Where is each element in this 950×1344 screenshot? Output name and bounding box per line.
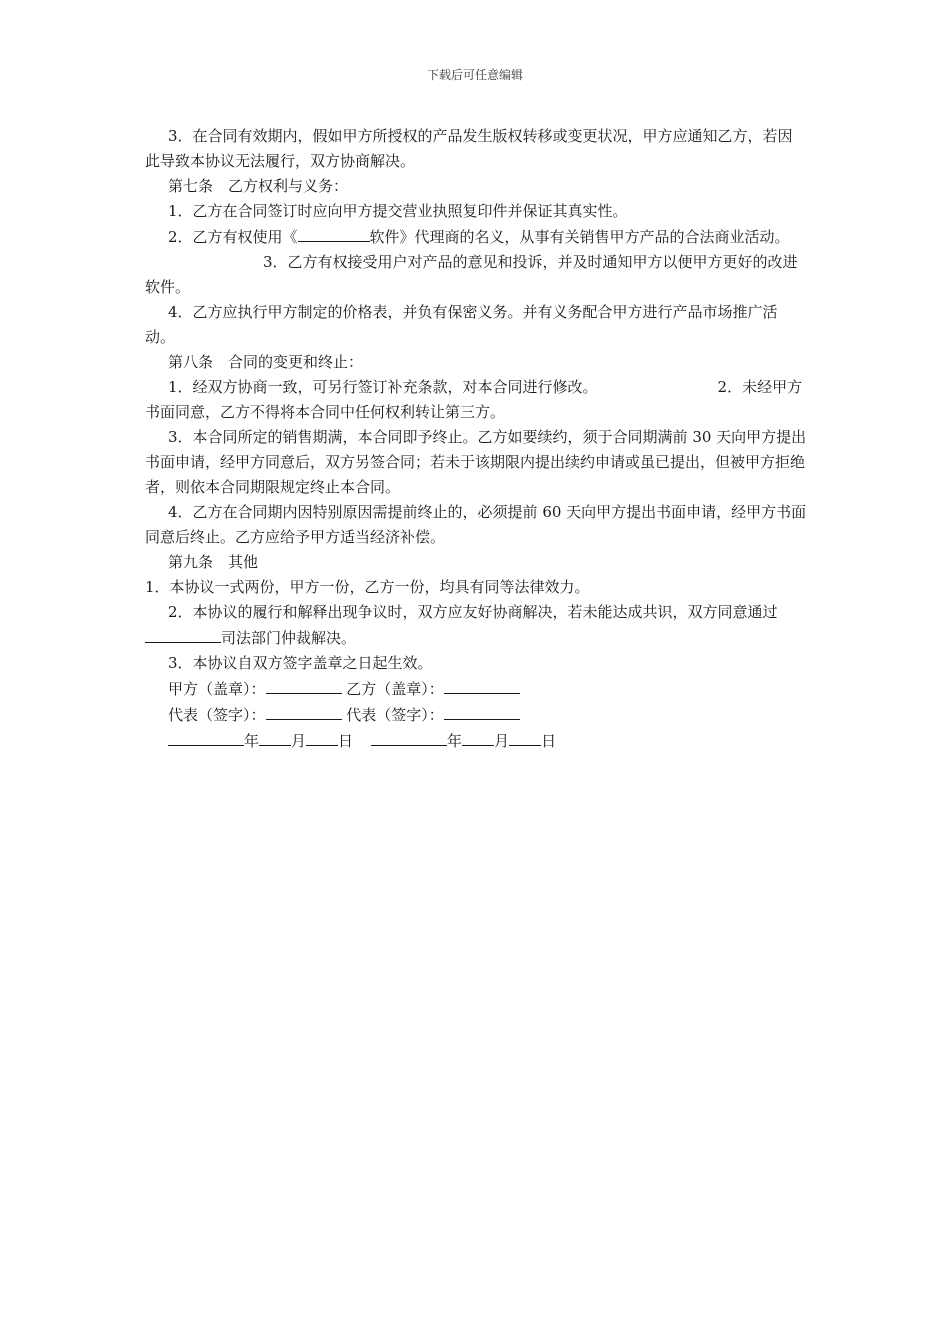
art8-item1: 1．经双方协商一致，可另行签订补充条款，对本合同进行修改。 [168, 378, 598, 396]
date-b-year: 年 [447, 732, 463, 750]
rep-sign-b-label: 代表（签字）： [346, 706, 444, 724]
art8-item3: 3．本合同所定的销售期满，本合同即予终止。乙方如要续约，须于合同期满前 30 天向甲方提出书面申请，经甲方同意后，双方另签合同；若未于该期限内提出续约申请或虽已提出，但被甲方拒绝者，则依本合同期限规定终止本合同。 [145, 428, 807, 496]
header-note: 下载后可任意编辑 [426, 68, 523, 82]
art7-item4: 4．乙方应执行甲方制定的价格表，并负有保密义务。并有义务配合甲方进行产品市场推广活动。 [145, 303, 778, 346]
rep-sign-a-label: 代表（签字）： [168, 706, 266, 724]
art8-item1-2 [145, 375, 807, 425]
art9-item2-pre: 2．本协议的履行和解释出现争议时，双方应友好协商解决，若未能达成共识，双方同意通过 [168, 603, 778, 621]
art9-title: 第九条 其他 [168, 553, 259, 571]
rep-sign-b-blank [444, 702, 520, 720]
contract-body [145, 124, 807, 754]
art7-item2-post: 软件》代理商的名义，从事有关销售甲方产品的合法商业活动。 [369, 228, 790, 246]
party-b-seal-label: 乙方（盖章）： [346, 680, 444, 698]
rep-sign-a-blank [266, 702, 342, 720]
art7-item2 [145, 224, 807, 300]
date-a-year: 年 [244, 732, 260, 750]
date-b-year-blank [371, 728, 447, 746]
date-a-year-blank [168, 728, 244, 746]
date-line [145, 728, 807, 754]
date-a-day: 日 [338, 732, 354, 750]
art7-item1: 1．乙方在合同签订时应向甲方提交营业执照复印件并保证其真实性。 [168, 202, 628, 220]
party-a-seal-blank [266, 676, 342, 694]
art9-item2 [145, 600, 807, 651]
art9-item1: 1．本协议一式两份，甲方一份，乙方一份，均具有同等法律效力。 [145, 578, 590, 596]
date-a-month: 月 [291, 732, 307, 750]
date-a-day-blank [306, 728, 338, 746]
sign-line [145, 702, 807, 728]
art8-item4: 4．乙方在合同期内因特别原因需提前终止的，必须提前 60 天向甲方提出书面申请，经甲方书面同意后终止。乙方应给予甲方适当经济补偿。 [145, 503, 807, 546]
date-b-day-blank [509, 728, 541, 746]
software-name-blank [298, 224, 370, 242]
party-b-seal-blank [444, 676, 520, 694]
art6-item3: 3．在合同有效期内，假如甲方所授权的产品发生版权转移或变更状况，甲方应通知乙方，若因此导致本协议无法履行，双方协商解决。 [145, 127, 793, 170]
date-b-day: 日 [541, 732, 557, 750]
seal-line [145, 676, 807, 702]
art8-title: 第八条 合同的变更和终止： [168, 353, 364, 371]
art7-title: 第七条 乙方权利与义务： [168, 177, 349, 195]
art7-item3: 3．乙方有权接受用户对产品的意见和投诉，并及时通知甲方以便甲方更好的改进软件。 [145, 253, 798, 296]
art9-item2-post: 司法部门仲裁解决。 [221, 629, 357, 647]
date-b-month: 月 [494, 732, 510, 750]
art9-item3: 3．本协议自双方签字盖章之日起生效。 [168, 654, 433, 672]
date-a-month-blank [259, 728, 291, 746]
art7-item2-pre: 2．乙方有权使用《 [168, 228, 298, 246]
art8-item2: 2．未经甲方书面同意，乙方不得将本合同中任何权利转让第三方。 [145, 378, 803, 421]
date-b-month-blank [462, 728, 494, 746]
party-a-seal-label: 甲方（盖章）： [168, 680, 266, 698]
arbitration-blank [145, 625, 221, 643]
